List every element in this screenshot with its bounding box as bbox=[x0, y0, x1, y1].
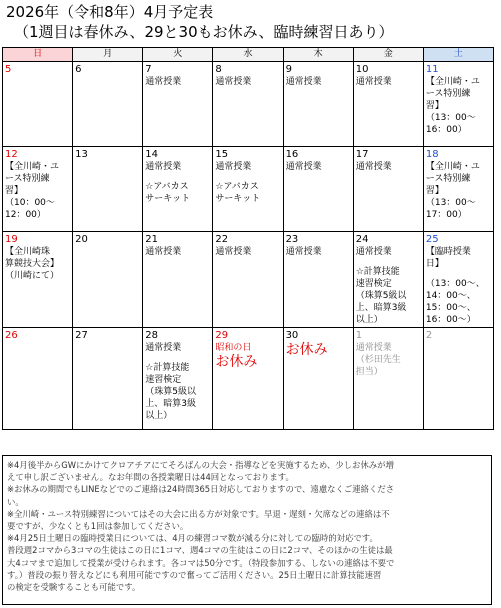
event-line: 16：00） bbox=[425, 125, 467, 135]
day-number: 17 bbox=[355, 149, 369, 160]
day-number: 2 bbox=[425, 330, 433, 341]
event-line: 通常授業 bbox=[215, 77, 252, 87]
event-line: 14：00～、 bbox=[425, 291, 476, 301]
event-line: ☆計算技能 bbox=[355, 267, 400, 277]
note-line: 普段週2コマから3コマの生徒はこの日に1コマ、週4コマの生徒はこの日に2コマ、そのほかの生徒は最 bbox=[7, 545, 393, 556]
weekday-header-mon: 月 bbox=[73, 48, 143, 62]
day-number: 21 bbox=[145, 234, 159, 245]
event-line: 15：00～、 bbox=[425, 303, 476, 313]
note-line: えて申し訳ございません。なお年間の各授業曜日は44回となっております。 bbox=[7, 472, 294, 483]
event-line: 通常授業 bbox=[215, 247, 252, 257]
event-line: 通常授業 bbox=[285, 77, 322, 87]
event-line: 通常授業 bbox=[355, 77, 392, 87]
note-line: 大4コマまで追加して授業が受けられます。各コマは50分です。（特段参加する、しないの連絡は不要で bbox=[7, 557, 395, 568]
calendar-day-cell bbox=[3, 328, 73, 430]
day-number: 20 bbox=[75, 234, 88, 245]
event-line: 17：00） bbox=[425, 210, 467, 220]
calendar-day-cell bbox=[353, 147, 423, 232]
event-line: 通常授業 bbox=[145, 247, 182, 257]
day-number: 15 bbox=[215, 149, 229, 160]
event-line: （珠算5級以 bbox=[355, 291, 407, 301]
calendar-day-cell bbox=[143, 328, 213, 430]
event-line: ☆計算技能 bbox=[145, 363, 190, 373]
event-line: （13：00～ bbox=[425, 198, 476, 208]
day-number: 28 bbox=[145, 330, 159, 341]
calendar-day-cell bbox=[3, 147, 73, 232]
day-number: 27 bbox=[75, 330, 88, 341]
note-line: ※お休みの期間でもLINEなどでのご連絡は24時間365日対応しておりますので、遠慮なくご連絡くださ bbox=[7, 484, 395, 495]
day-number: 6 bbox=[75, 64, 82, 75]
note-line: の検定を受験することも可能です。 bbox=[7, 582, 141, 593]
event-line: 通常授業 bbox=[355, 247, 392, 257]
event-line bbox=[215, 173, 280, 181]
event-line: 【全川崎・ユ bbox=[425, 162, 480, 172]
note-line: ※全川崎・ユース特別練習についてはその大会に出る方が対象です。早退・遅刻・欠席などの連絡は不 bbox=[7, 508, 390, 519]
calendar-day-cell bbox=[213, 62, 283, 147]
calendar-day-cell bbox=[423, 147, 493, 232]
calendar-week-row bbox=[3, 62, 494, 147]
weekday-header-thu: 木 bbox=[283, 48, 353, 62]
weekday-header-fri: 金 bbox=[353, 48, 423, 62]
event-line: （川崎にて） bbox=[5, 271, 60, 281]
day-number: 16 bbox=[285, 149, 299, 160]
event-line: 通常授業 bbox=[355, 162, 392, 172]
day-number: 10 bbox=[355, 64, 369, 75]
event-line: 通常授業 bbox=[355, 343, 392, 353]
day-number: 13 bbox=[75, 149, 88, 160]
event-line: 16：00～） bbox=[425, 315, 476, 325]
page-title: 2026年（令和8年）4月予定表 bbox=[6, 3, 214, 21]
day-number: 1 bbox=[355, 330, 363, 341]
event-line: （13：00～、 bbox=[425, 279, 485, 289]
event-line: 【全川崎・ユ bbox=[425, 77, 480, 87]
calendar-day-cell bbox=[73, 328, 143, 430]
event-line: 通常授業 bbox=[145, 343, 182, 353]
calendar-day-cell bbox=[73, 147, 143, 232]
weekday-header-wed: 水 bbox=[213, 48, 283, 62]
event-line: ース特別練 bbox=[5, 174, 50, 184]
weekday-header-tue: 火 bbox=[143, 48, 213, 62]
event-line: 通常授業 bbox=[285, 162, 322, 172]
note-line: い。 bbox=[7, 496, 24, 507]
event-line: 算競技大会】 bbox=[5, 259, 60, 269]
day-off-label: お休み bbox=[285, 342, 328, 358]
event-line bbox=[426, 270, 491, 278]
event-line bbox=[145, 354, 210, 362]
calendar-day-cell bbox=[353, 62, 423, 147]
event-line: 上、暗算3級 bbox=[355, 303, 407, 313]
calendar-day-cell bbox=[353, 232, 423, 328]
note-line: 要ですが、少なくとも1回は参加してください。 bbox=[7, 521, 189, 532]
note-line: ※4月後半からGWにかけてクロアチアにてそろばんの大会・指導などを実施するため、少しお休みが増 bbox=[7, 460, 394, 470]
event-line bbox=[145, 173, 210, 181]
note-line: す。）普段の振り替えなどにも利用可能ですので奮ってご活用ください。25日土曜日に計算技能速習 bbox=[7, 569, 382, 580]
day-number: 23 bbox=[285, 234, 299, 245]
event-line: ☆アバカス bbox=[145, 182, 189, 192]
calendar-day-cell bbox=[213, 328, 283, 430]
calendar-day-cell bbox=[283, 62, 353, 147]
day-number: 11 bbox=[425, 64, 439, 75]
day-number: 25 bbox=[425, 234, 439, 245]
day-number: 26 bbox=[5, 330, 18, 341]
event-line: サーキット bbox=[215, 194, 261, 204]
event-line: 担当） bbox=[355, 367, 383, 377]
weekday-header-sat: 土 bbox=[423, 48, 493, 62]
calendar-day-cell bbox=[423, 62, 493, 147]
calendar-week-row bbox=[3, 147, 494, 232]
event-line: 【全川崎珠 bbox=[5, 247, 51, 257]
weekday-header-row bbox=[3, 48, 494, 62]
day-number: 19 bbox=[5, 234, 18, 245]
day-number: 7 bbox=[145, 64, 152, 75]
event-line: 習】 bbox=[425, 186, 444, 196]
calendar-day-cell bbox=[3, 232, 73, 328]
calendar-day-cell bbox=[423, 232, 493, 328]
day-number: 29 bbox=[215, 330, 229, 341]
event-line: 以上） bbox=[145, 411, 173, 421]
day-number: 8 bbox=[215, 64, 222, 75]
calendar-table bbox=[2, 47, 494, 430]
calendar-day-cell bbox=[143, 62, 213, 147]
event-line: 12：00） bbox=[5, 210, 46, 220]
calendar-week-row bbox=[3, 328, 494, 430]
day-number: 30 bbox=[285, 330, 299, 341]
calendar-day-cell bbox=[283, 147, 353, 232]
calendar-day-cell bbox=[143, 232, 213, 328]
event-line: 通常授業 bbox=[145, 162, 182, 172]
calendar-day-cell bbox=[423, 328, 493, 430]
event-line: （10：00～ bbox=[5, 198, 55, 208]
calendar-day-cell bbox=[283, 232, 353, 328]
event-line: ース特別練 bbox=[425, 174, 471, 184]
event-line: ☆アバカス bbox=[215, 182, 259, 192]
day-number: 24 bbox=[355, 234, 369, 245]
calendar-week-row bbox=[3, 232, 494, 328]
note-line: ※4月25日土曜日の臨時授業日については、4月の練習コマ数が減る分に対しての臨時的対応です。 bbox=[7, 533, 378, 544]
calendar-day-cell bbox=[213, 147, 283, 232]
calendar-day-cell bbox=[143, 147, 213, 232]
event-line: 通常授業 bbox=[285, 247, 322, 257]
event-line: 習】 bbox=[5, 186, 24, 196]
event-line: 習】 bbox=[425, 101, 444, 111]
event-line: 速習検定 bbox=[355, 279, 392, 289]
event-line: ース特別練 bbox=[425, 89, 471, 99]
event-line: （杉田先生 bbox=[355, 355, 401, 365]
calendar-day-cell bbox=[353, 328, 423, 430]
calendar-day-cell bbox=[283, 328, 353, 430]
event-line: 【臨時授業 bbox=[425, 247, 471, 257]
event-line: 通常授業 bbox=[215, 162, 252, 172]
event-line: サーキット bbox=[145, 194, 191, 204]
event-line: （珠算5級以 bbox=[145, 387, 197, 397]
day-number: 12 bbox=[5, 149, 18, 160]
calendar-day-cell bbox=[73, 232, 143, 328]
calendar-day-cell bbox=[73, 62, 143, 147]
event-line: 通常授業 bbox=[145, 77, 182, 87]
event-line: 日】 bbox=[425, 259, 444, 269]
event-line bbox=[356, 258, 421, 266]
event-line: 速習検定 bbox=[145, 375, 182, 385]
calendar-day-cell bbox=[213, 232, 283, 328]
event-line: 【全川崎・ユ bbox=[5, 162, 60, 172]
day-number: 9 bbox=[285, 64, 292, 75]
day-number: 14 bbox=[145, 149, 159, 160]
event-line: 上、暗算3級 bbox=[145, 399, 197, 409]
weekday-header-sun: 日 bbox=[3, 48, 73, 62]
notes-box bbox=[2, 455, 492, 605]
event-line: 以上） bbox=[355, 315, 383, 325]
day-number: 18 bbox=[425, 149, 439, 160]
day-number: 22 bbox=[215, 234, 229, 245]
event-line: （13：00～ bbox=[425, 113, 476, 123]
calendar-day-cell bbox=[3, 62, 73, 147]
day-number: 5 bbox=[5, 64, 12, 75]
day-off-label: お休み bbox=[215, 354, 258, 370]
holiday-name: 昭和の日 bbox=[215, 343, 252, 353]
page-subtitle: （1週目は春休み、29と30もお休み、臨時練習日あり） bbox=[14, 23, 394, 41]
